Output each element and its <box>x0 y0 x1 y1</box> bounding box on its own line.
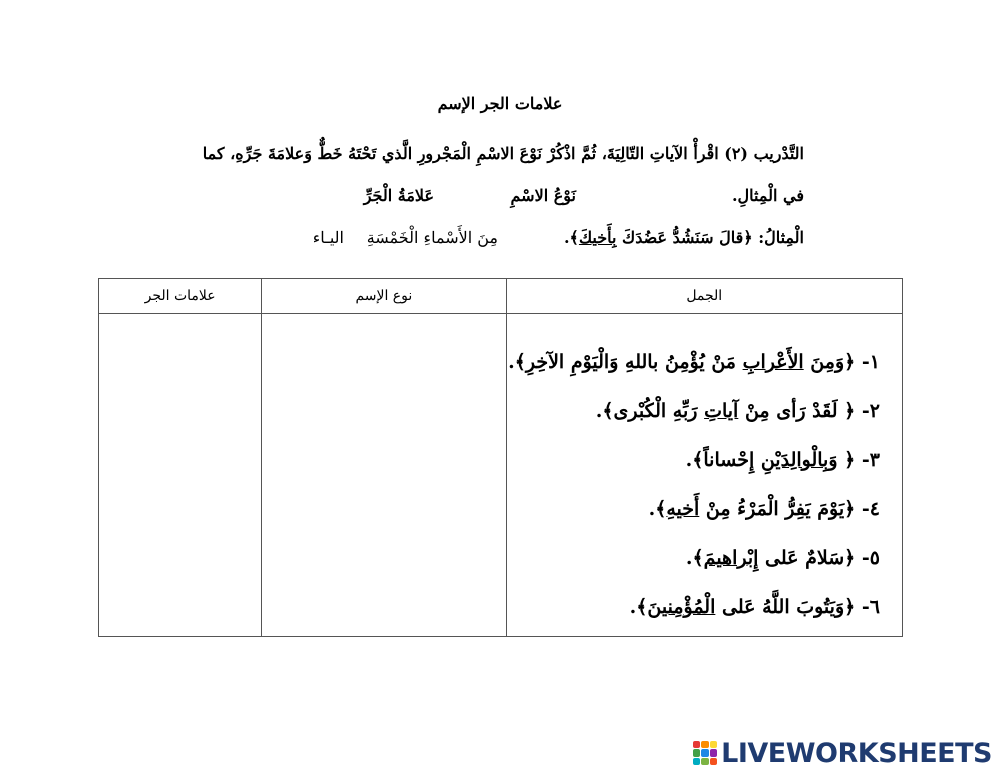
example-type-label: نَوْعُ الاسْمِ <box>510 186 576 205</box>
example-sign-value: اليـاء <box>312 228 344 247</box>
example-prefix: الْمِثالُ: ﴿قالَ سَنَشُدُّ عَضُدَكَ <box>616 228 804 247</box>
sentence-underlined-word: آياتِ <box>704 400 739 422</box>
sentence-underlined-word: بِالْوالِدَيْنِ <box>760 449 829 471</box>
sentence-item <box>507 440 880 489</box>
sentence-text-before: ﴿ لَقَدْ رَأى مِنْ <box>738 400 856 422</box>
sentence-item <box>507 587 880 636</box>
sentence-text-after: إِحْساناً﴾. <box>685 449 761 471</box>
signs-answer-field[interactable] <box>99 314 262 637</box>
sentence-text-before: ﴿سَلامٌ عَلى <box>758 547 856 569</box>
example-type-value: مِنَ الأَسْماءِ الْخَمْسَةِ <box>366 228 498 247</box>
example-sentence <box>564 228 804 247</box>
logo-square <box>701 749 708 756</box>
example-sign-label: عَلامَةُ الْجَرِّ <box>363 186 434 205</box>
sentences-cell <box>506 314 902 637</box>
instructions-text <box>202 138 804 170</box>
header-signs: علامات الجر <box>99 279 262 314</box>
sentence-number: ١- <box>861 351 880 373</box>
example-suffix: ﴾. <box>563 228 579 247</box>
logo-square <box>710 758 717 765</box>
sentence-number: ٤- <box>861 498 880 520</box>
sentence-number: ٦- <box>861 596 880 618</box>
sentence-text-after: مَنْ يُؤْمِنُ باللهِ وَالْيَوْمِ الآخِرِ﴾. <box>508 351 743 373</box>
sentence-underlined-word: الْمُؤْمِنينَ <box>647 596 716 618</box>
liveworksheets-logo-icon <box>693 741 717 765</box>
sentence-text-before: ﴿وَيَتُوبَ اللَّهُ عَلى <box>715 596 856 618</box>
sentence-text-after: ﴾. <box>685 547 704 569</box>
instructions-line-2: في الْمِثالِ. <box>731 186 804 205</box>
instructions-line-1: التَّدْريب (٢) اقْرأْ الآياتِ التّالِيَةَ، ثُمَّ اذْكُرْ نَوْعَ الاسْمِ الْمَجْرورِ الَّذي تَحْتَهُ خَطٌّ وَعلامَةَ جَرِّهِ، كما <box>202 144 804 163</box>
logo-square <box>710 749 717 756</box>
logo-square <box>693 758 700 765</box>
exercise-table <box>98 278 903 637</box>
table-body-row <box>99 314 903 637</box>
logo-square <box>710 741 717 748</box>
example-header <box>226 186 804 216</box>
sentence-item <box>507 391 880 440</box>
sentence-text-after: ﴾. <box>648 498 667 520</box>
logo-square <box>701 758 708 765</box>
liveworksheets-logo <box>693 738 992 768</box>
example-row <box>226 228 804 258</box>
sentence-text-before: ﴿وَمِنَ <box>803 351 856 373</box>
page-title: علامات الجر الإسم <box>437 94 563 113</box>
sentence-number: ٢- <box>861 400 880 422</box>
sentence-number: ٥- <box>861 547 880 569</box>
sentence-text-before: ﴿ وَ <box>828 449 856 471</box>
sentence-item <box>507 342 880 391</box>
example-underlined-word: بِأَخيكَ <box>578 228 617 247</box>
sentence-text-before: ﴿يَوْمَ يَفِرُّ الْمَرْءُ مِنْ <box>699 498 856 520</box>
sentence-list <box>507 314 902 636</box>
sentence-number: ٣- <box>861 449 880 471</box>
table-header-row <box>99 279 903 314</box>
logo-square <box>693 741 700 748</box>
logo-square <box>693 749 700 756</box>
sentence-text-after: رَبِّهِ الْكُبْرى﴾. <box>595 400 705 422</box>
sentence-underlined-word: الأَعْرابِ <box>742 351 804 373</box>
header-noun-type: نوع الإسم <box>262 279 506 314</box>
brand-text: LIVEWORKSHEETS <box>721 737 992 769</box>
logo-square <box>701 741 708 748</box>
sentence-underlined-word: أَخيهِ <box>666 498 700 520</box>
header-sentences: الجمل <box>506 279 902 314</box>
sentence-text-after: ﴾. <box>629 596 648 618</box>
sentence-underlined-word: إِبْراهيمَ <box>703 547 759 569</box>
noun-type-answer-field[interactable] <box>262 314 506 637</box>
sentence-item <box>507 538 880 587</box>
sentence-item <box>507 489 880 538</box>
